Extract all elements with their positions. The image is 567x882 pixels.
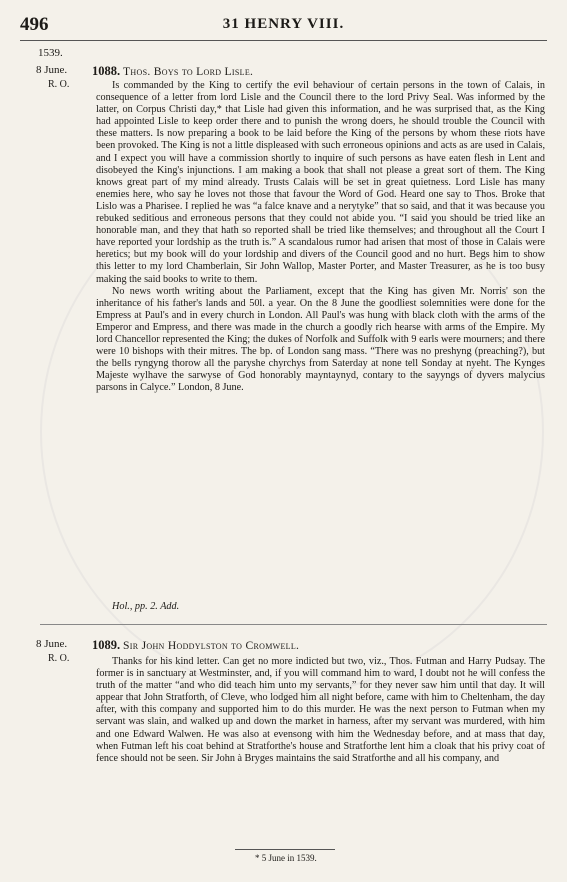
entry-title: Sir John Hoddylston to Cromwell. [123,639,300,652]
entry-body [96,656,545,765]
entry-paragraph: No news worth writing about the Parliament, except that the King has given Mr. Norris' son the inheritance of his father's lands and 50l. a year. On the 8 June the goodliest solemnities were done for the Empress at Paul's and in every church in London. All Paul's was hung with black cloth with the arms of the Emperor and Empress, and there was made in the church a goodly rich hearse with arms of the Empire. My lord Chancellor represented the King; the dukes of Norfolk and Suffolk with 9 earls were mourners; and there were 10 bishops with their mitres. The bp. of London sang mass. “There was no preshyng (preaching?), but the bells ryngyng thorow all the paryshe chyrchys from Saterday at none tell Sonday at nyeht. The Kynges Majeste wylhave the sarwyse of God honorably mayntaynyd, contary to the sayyngs of dyvers malycius parsons in Calyce.” London, 8 June. [96,285,545,394]
entry-heading [92,638,547,653]
page-number: 496 [20,14,49,35]
entry-heading [92,64,547,79]
entry-note: Hol., pp. 2. Add. [112,601,180,612]
entry-number: 1088. [92,64,121,78]
page-header [20,14,547,36]
running-head: 31 HENRY VIII. [222,16,345,32]
entry-title: Thos. Boys to Lord Lisle. [123,65,254,78]
entry-date: 8 June. [36,64,68,76]
entry-number: 1089. [92,638,121,652]
entry-date: 8 June. [36,638,68,650]
entry-paragraph: Thanks for his kind letter. Can get no more indicted but two, viz., Thos. Futman and Harry Pudsay. The former is in sanctuary at Westminster, and, if you will command him to ward, I doubt not he will confess the truth of the matter “and who did teach him unto my servants,” for they never saw him until that day. It will appear that John Stratforth, of Cleve, who lodged him all night before, came with him to Cheltenham, the day after, with this company and supported him to do this murder. He was the next person to Futman when my servant was slain, and walked up and down the market in harness, after my servant was murdered, with him and one Edward Walwen. He was also at evensong with him the Wednesday before, and at mass that day, when Futman left his coat behind at Stratforthe's house and Stratforthe lent him a cloak that his privy coat of fence should not be seen. Sir John à Bryges maintains the said Stratforthe and all his company, and [96,656,545,764]
year-label: 1539. [38,47,63,59]
footnote-rule [235,849,335,850]
entry-source-ref: R. O. [48,653,70,664]
entry-paragraph: Is commanded by the King to certify the evil behaviour of certain persons in the town of Calais, in consequence of a letter from lord Lisle and the Council there to the lord Privy Seal. Was informed by the latter, on Corpus Christi day,* that Lisle had given this information, and he was surprised that, as the King had appointed Lisle to keep order there and to punish the wrong doers, he should trouble the Council with these matters. Is now preparing a book to be laid before the King of the persons by whom these riots have been provoked. The King is not a little displeased with such erroneous opinions and acts as are used in Calais, and I expect you will have a commission shortly to inquire of such persons as have eaten flesh in Lent and disobeyed the King's injunctions. I am making a book that shall not please a great sort of them. The King knows great part of my mind already. Trusts Calais will be set in great quietness. Lord Lisle has many enemies here, who say he loves not those that favour the Word of God. Heard one say to Thos. Broke that Lislo was a Pharisee. I replied he was “a falce knave and a nerytyke” that so said, and that it was because you rebuked seditious and erroneous persons that they could not abide you. “I said you should be tried like an honorable man, and they that hath so reported shall be tried like themselves; and throughout all the Court I have reported your lordship as the truth is.” A scandalous rumor had arisen that most of those in Calais were heretics; but my book will do your lordship and divers of the Council good and no hurt. Begs him to show this letter to my lord Chamberlain, Sir John Wallop, Master Porter, and Master Treasurer, as he is too busy making the said books to write to them. [96,80,545,285]
entry-source-ref: R. O. [48,79,70,90]
entry-divider [40,624,547,625]
entry-body [96,80,545,394]
header-rule [20,40,547,41]
footnote: * 5 June in 1539. [255,853,317,863]
